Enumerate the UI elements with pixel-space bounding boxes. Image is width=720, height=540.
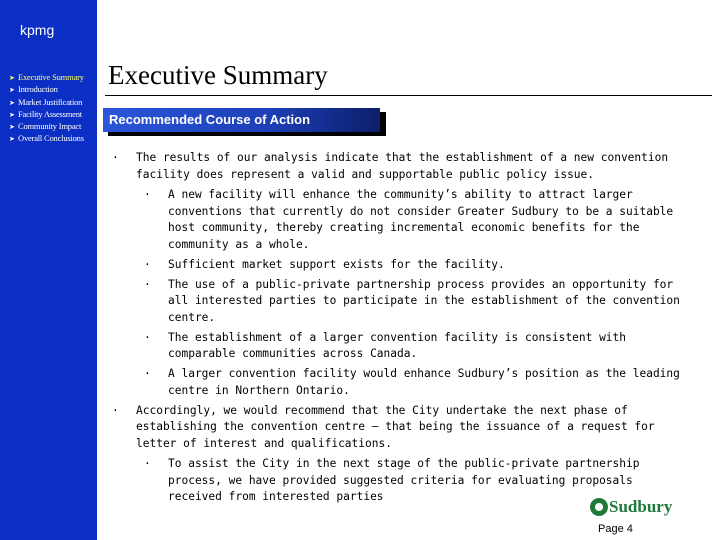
bullet: · Accordingly, we would recommend that the City undertake the next phase of establishing the convention centre – that being the issuance of a request for letter of interest and qualifications. bbox=[112, 403, 682, 453]
page-number: Page 4 bbox=[598, 523, 633, 535]
sudbury-logo: Sudbury bbox=[590, 497, 672, 517]
sub-bullet: · A larger convention facility would enhance Sudbury’s position as the leading centre in Northern Ontario. bbox=[112, 366, 682, 399]
kpmg-logo: kpmg bbox=[20, 22, 55, 38]
arrow-icon: ➤ bbox=[9, 86, 15, 95]
nav-item-community-impact[interactable]: ➤ Community Impact bbox=[9, 121, 82, 132]
nav-item-overall-conclusions[interactable]: ➤ Overall Conclusions bbox=[9, 133, 84, 144]
sub-bullet: · The use of a public-private partnership process provides an opportunity for all interested parties to participate in the establishment of the convention centre. bbox=[112, 277, 682, 327]
arrow-icon: ➤ bbox=[9, 110, 15, 119]
arrow-icon: ➤ bbox=[9, 74, 15, 82]
arrow-icon: ➤ bbox=[9, 135, 15, 144]
sub-bullet: · A new facility will enhance the community’s ability to attract larger conventions that currently do not consider Greater Sudbury to be a suitable host community, thereby creating incremental economic benefits for the community as a whole. bbox=[112, 187, 682, 253]
bullet: · The results of our analysis indicate that the establishment of a new convention facility does represent a valid and supportable public policy issue. bbox=[112, 150, 682, 183]
title-divider bbox=[105, 95, 712, 96]
swirl-icon bbox=[590, 498, 608, 516]
content-body bbox=[112, 150, 682, 509]
section-banner: Recommended Course of Action bbox=[103, 108, 380, 132]
section-nav bbox=[9, 72, 84, 146]
nav-item-market-justification[interactable]: ➤ Market Justification bbox=[9, 96, 83, 107]
sub-bullet: · To assist the City in the next stage of the public-private partnership process, we have provided suggested criteria for evaluating proposals received from interested parties bbox=[112, 456, 682, 506]
nav-item-facility-assessment[interactable]: ➤ Facility Assessment bbox=[9, 108, 82, 119]
sub-bullet: · The establishment of a larger convention facility is consistent with comparable communities across Canada. bbox=[112, 330, 682, 363]
nav-item-executive-summary[interactable]: ➤ Executive Summary bbox=[9, 72, 84, 82]
sub-bullet: · Sufficient market support exists for the facility. bbox=[112, 257, 682, 274]
sidebar bbox=[0, 0, 97, 540]
nav-item-introduction[interactable]: ➤ Introduction bbox=[9, 84, 58, 95]
page-title: Executive Summary bbox=[108, 60, 328, 90]
arrow-icon: ➤ bbox=[9, 123, 15, 132]
arrow-icon: ➤ bbox=[9, 98, 15, 107]
